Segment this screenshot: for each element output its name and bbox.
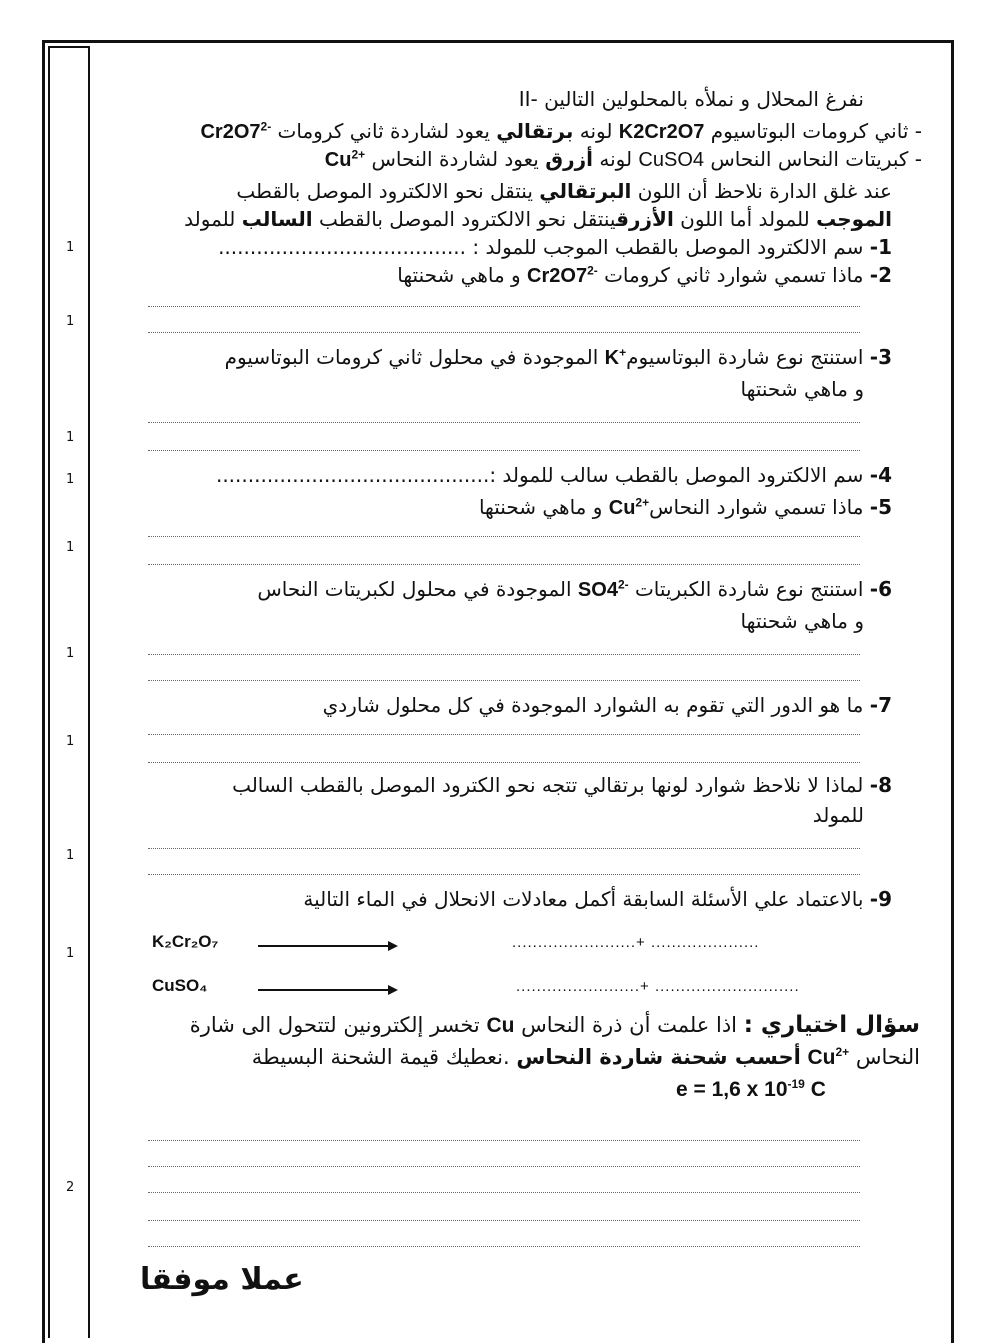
answer-line[interactable] [148,1220,860,1221]
reaction-arrow-icon [258,940,398,952]
equation-2-products[interactable]: ........................+ ............................ [516,978,800,995]
question-1: 1- سم الالكترود الموصل بالقطب الموجب للمولد : ....................................... [218,235,892,259]
equation-2-reactant: CuSO₄ [152,976,208,995]
question-6-line-2: و ماهي شحنتها [740,609,864,633]
answer-line[interactable] [148,654,860,655]
question-7: 7- ما هو الدور التي تقوم به الشوارد الموجودة في كل محلول شاردي [322,693,892,717]
question-6: 6- استنتج نوع شاردة الكبريتات $SO4^{2-}$ الموجودة في محلول لكبريتات النحاس [257,577,892,601]
score-q2: 1 [66,314,75,329]
answer-line[interactable] [148,332,860,333]
score-q1: 1 [66,240,75,255]
score-q5: 1 [66,540,75,555]
question-8: 8- لماذا لا نلاحظ شوارد لونها برتقالي تتجه نحو الكترود الموصل بالقطب السالب [232,773,892,797]
answer-line[interactable] [148,1246,860,1247]
closing-wish: عملا موفقا [140,1262,304,1297]
question-3-line-2: و ماهي شحنتها [740,377,864,401]
score-q7: 1 [66,734,75,749]
answer-line[interactable] [148,848,860,849]
question-9: 9- بالاعتماد علي الأسئلة السابقة أكمل معادلات الانحلال في الماء التالية [303,887,892,911]
answer-line[interactable] [148,536,860,537]
intro-line-1: عند غلق الدارة نلاحظ أن اللون البرتقالي ينتقل نحو الالكترود الموصل بالقطب [236,179,892,203]
question-3: 3- استنتج نوع شاردة البوتاسيومK+ الموجودة في محلول ثاني كرومات البوتاسيوم [224,345,892,369]
score-q3: 1 [66,430,75,445]
answer-line[interactable] [148,422,860,423]
question-4: 4- سم الالكترود الموصل بالقطب سالب للمولد :........................................... [215,463,892,487]
optional-question-line-1: سؤال اختياري : اذا علمت أن ذرة النحاس Cu تخسر إلكترونين لتتحول الى شارة [189,1012,920,1038]
answer-line[interactable] [148,874,860,875]
score-q8: 1 [66,848,75,863]
answer-line[interactable] [148,1140,860,1141]
question-2: 2- ماذا تسمي شوارد ثاني كرومات $Cr2O7^{2-}$ و ماهي شحنتها [397,263,892,287]
score-q9: 1 [66,946,75,961]
solution-line-1: - ثاني كرومات البوتاسيوم K2Cr2O7 لونه برتقالي يعود لشاردة ثاني كرومات $Cr2O7^{2-}$ [200,119,922,143]
equation-1-products[interactable]: ........................+ ..................... [512,934,760,951]
elementary-charge-constant: e = 1,6 x $10^{-19}$ C [676,1077,826,1101]
section-header: II- نفرغ المحلال و نملأه بالمحلولين التالين [518,87,864,111]
optional-question-line-2: النحاس $Cu^{2+}$ أحسب شحنة شاردة النحاس .نعطيك قيمة الشحنة البسيطة [251,1045,920,1069]
score-q6: 1 [66,646,75,661]
answer-line[interactable] [148,1166,860,1167]
answer-line[interactable] [148,450,860,451]
question-8-line-2: للمولد [812,803,864,827]
solution-line-2: - كبريتات النحاس النحاس CuSO4 لونه أزرق يعود لشاردة النحاس $Cu^{2+}$ [324,147,922,171]
intro-line-2: الموجب للمولد أما اللون الأزرقينتقل نحو الالكترود الموصل بالقطب السالب للمولد [184,207,892,231]
score-optional: 2 [66,1180,75,1195]
answer-line[interactable] [148,734,860,735]
answer-line[interactable] [148,306,860,307]
question-5: 5- ماذا تسمي شوارد النحاسCu$^{2+}$ و ماهي شحنتها [478,495,892,519]
equation-1-reactant: K₂Cr₂O₇ [152,932,219,951]
answer-line[interactable] [148,1192,860,1193]
reaction-arrow-icon [258,984,398,996]
answer-line[interactable] [148,762,860,763]
answer-line[interactable] [148,680,860,681]
answer-line[interactable] [148,564,860,565]
score-q4: 1 [66,472,75,487]
